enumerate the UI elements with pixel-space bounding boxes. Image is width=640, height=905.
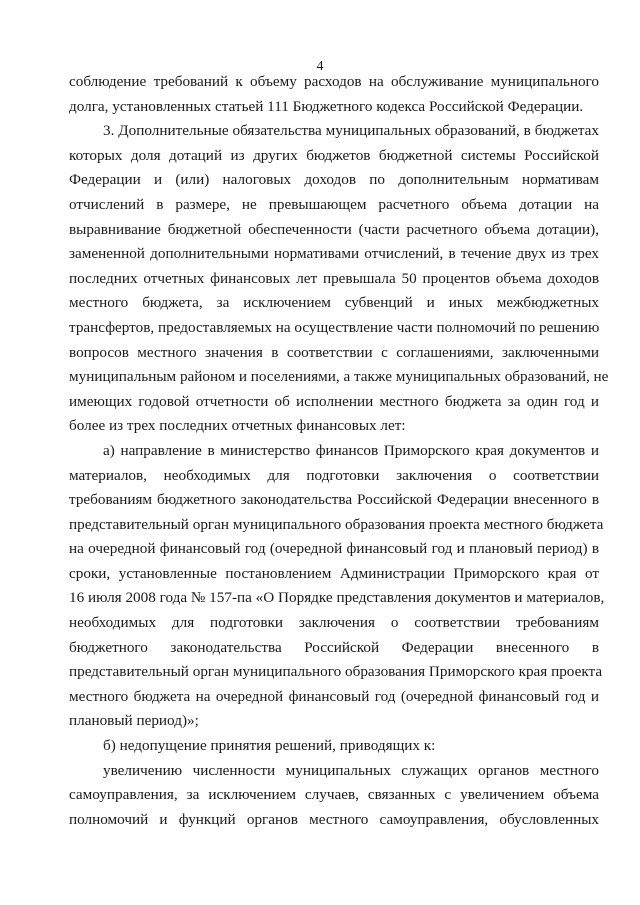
- text-line: которых доля дотаций из других бюджетов бюджетной системы Российской: [69, 146, 599, 164]
- text-line: сроки, установленные постановлением Администрации Приморского края от: [69, 564, 599, 582]
- text-line: б) недопущение принятия решений, приводящих к:: [103, 737, 436, 755]
- text-line: плановый период)»;: [69, 712, 199, 730]
- paragraph-subitem-b: [69, 734, 599, 759]
- text-line: более из трех последних отчетных финансовых лет:: [69, 417, 406, 435]
- text-line: увеличению численности муниципальных служащих органов местного: [103, 761, 599, 779]
- text-line: отчислений в размере, не превышающем расчетного объема дотации на: [69, 195, 599, 213]
- text-line: долга, установленных статьей 111 Бюджетного кодекса Российской Федерации.: [69, 97, 584, 115]
- text-line: имеющих годовой отчетности об исполнении местного бюджета за один год и: [69, 392, 599, 410]
- text-line: а) направление в министерство финансов Приморского края документов и: [103, 441, 599, 459]
- text-line: вопросов местного значения в соответствии с соглашениями, заключенными: [69, 343, 599, 361]
- text-line: местного бюджета на очередной финансовый год (очередной финансовый год и: [69, 687, 599, 705]
- text-line: полномочий и функций органов местного самоуправления, обусловленных: [69, 810, 599, 828]
- text-line: выравнивание бюджетной обеспеченности (части расчетного объема дотации),: [69, 220, 599, 238]
- text-line: материалов, необходимых для подготовки заключения о соответствии: [69, 466, 599, 484]
- text-line: самоуправления, за исключением случаев, связанных с увеличением объема: [69, 786, 599, 804]
- text-line: на очередной финансовый год (очередной финансовый год и плановый период) в: [69, 540, 599, 558]
- text-line: местного бюджета, за исключением субвенций и иных межбюджетных: [69, 294, 599, 312]
- text-line: бюджетного законодательства Российской Федерации внесенного в: [69, 638, 599, 656]
- document-body: [69, 70, 609, 832]
- text-line: замененной дополнительными нормативами отчислений, в течение двух из трех: [69, 245, 599, 263]
- paragraph-item-3: [69, 119, 609, 439]
- text-line: соблюдение требований к объему расходов на обслуживание муниципального: [69, 73, 599, 90]
- text-line: трансфертов, предоставляемых на осуществление части полномочий по решению: [69, 318, 600, 336]
- text-line: 16 июля 2008 года № 157-па «О Порядке представления документов и материалов,: [69, 589, 605, 607]
- text-line: 3. Дополнительные обязательства муниципальных образований, в бюджетах: [103, 122, 599, 140]
- text-line: последних отчетных финансовых лет превышала 50 процентов объема доходов: [69, 269, 599, 287]
- text-line: требованиям бюджетного законодательства Российской Федерации внесенного в: [69, 491, 599, 509]
- text-line: Федерации и (или) налоговых доходов по дополнительным нормативам: [69, 171, 599, 189]
- paragraph-subitem-a: [69, 439, 605, 734]
- paragraph-staff-increase: [69, 759, 599, 833]
- text-line: муниципальным районом и поселениями, а также муниципальных образований, не: [69, 368, 609, 386]
- text-line: необходимых для подготовки заключения о соответствии требованиям: [69, 614, 599, 632]
- text-line: представительный орган муниципального образования Приморского края проекта: [69, 663, 603, 681]
- text-line: представительный орган муниципального образования проекта местного бюджета: [69, 515, 604, 533]
- page-number: 4: [316, 59, 324, 74]
- paragraph-continuation: [69, 70, 599, 119]
